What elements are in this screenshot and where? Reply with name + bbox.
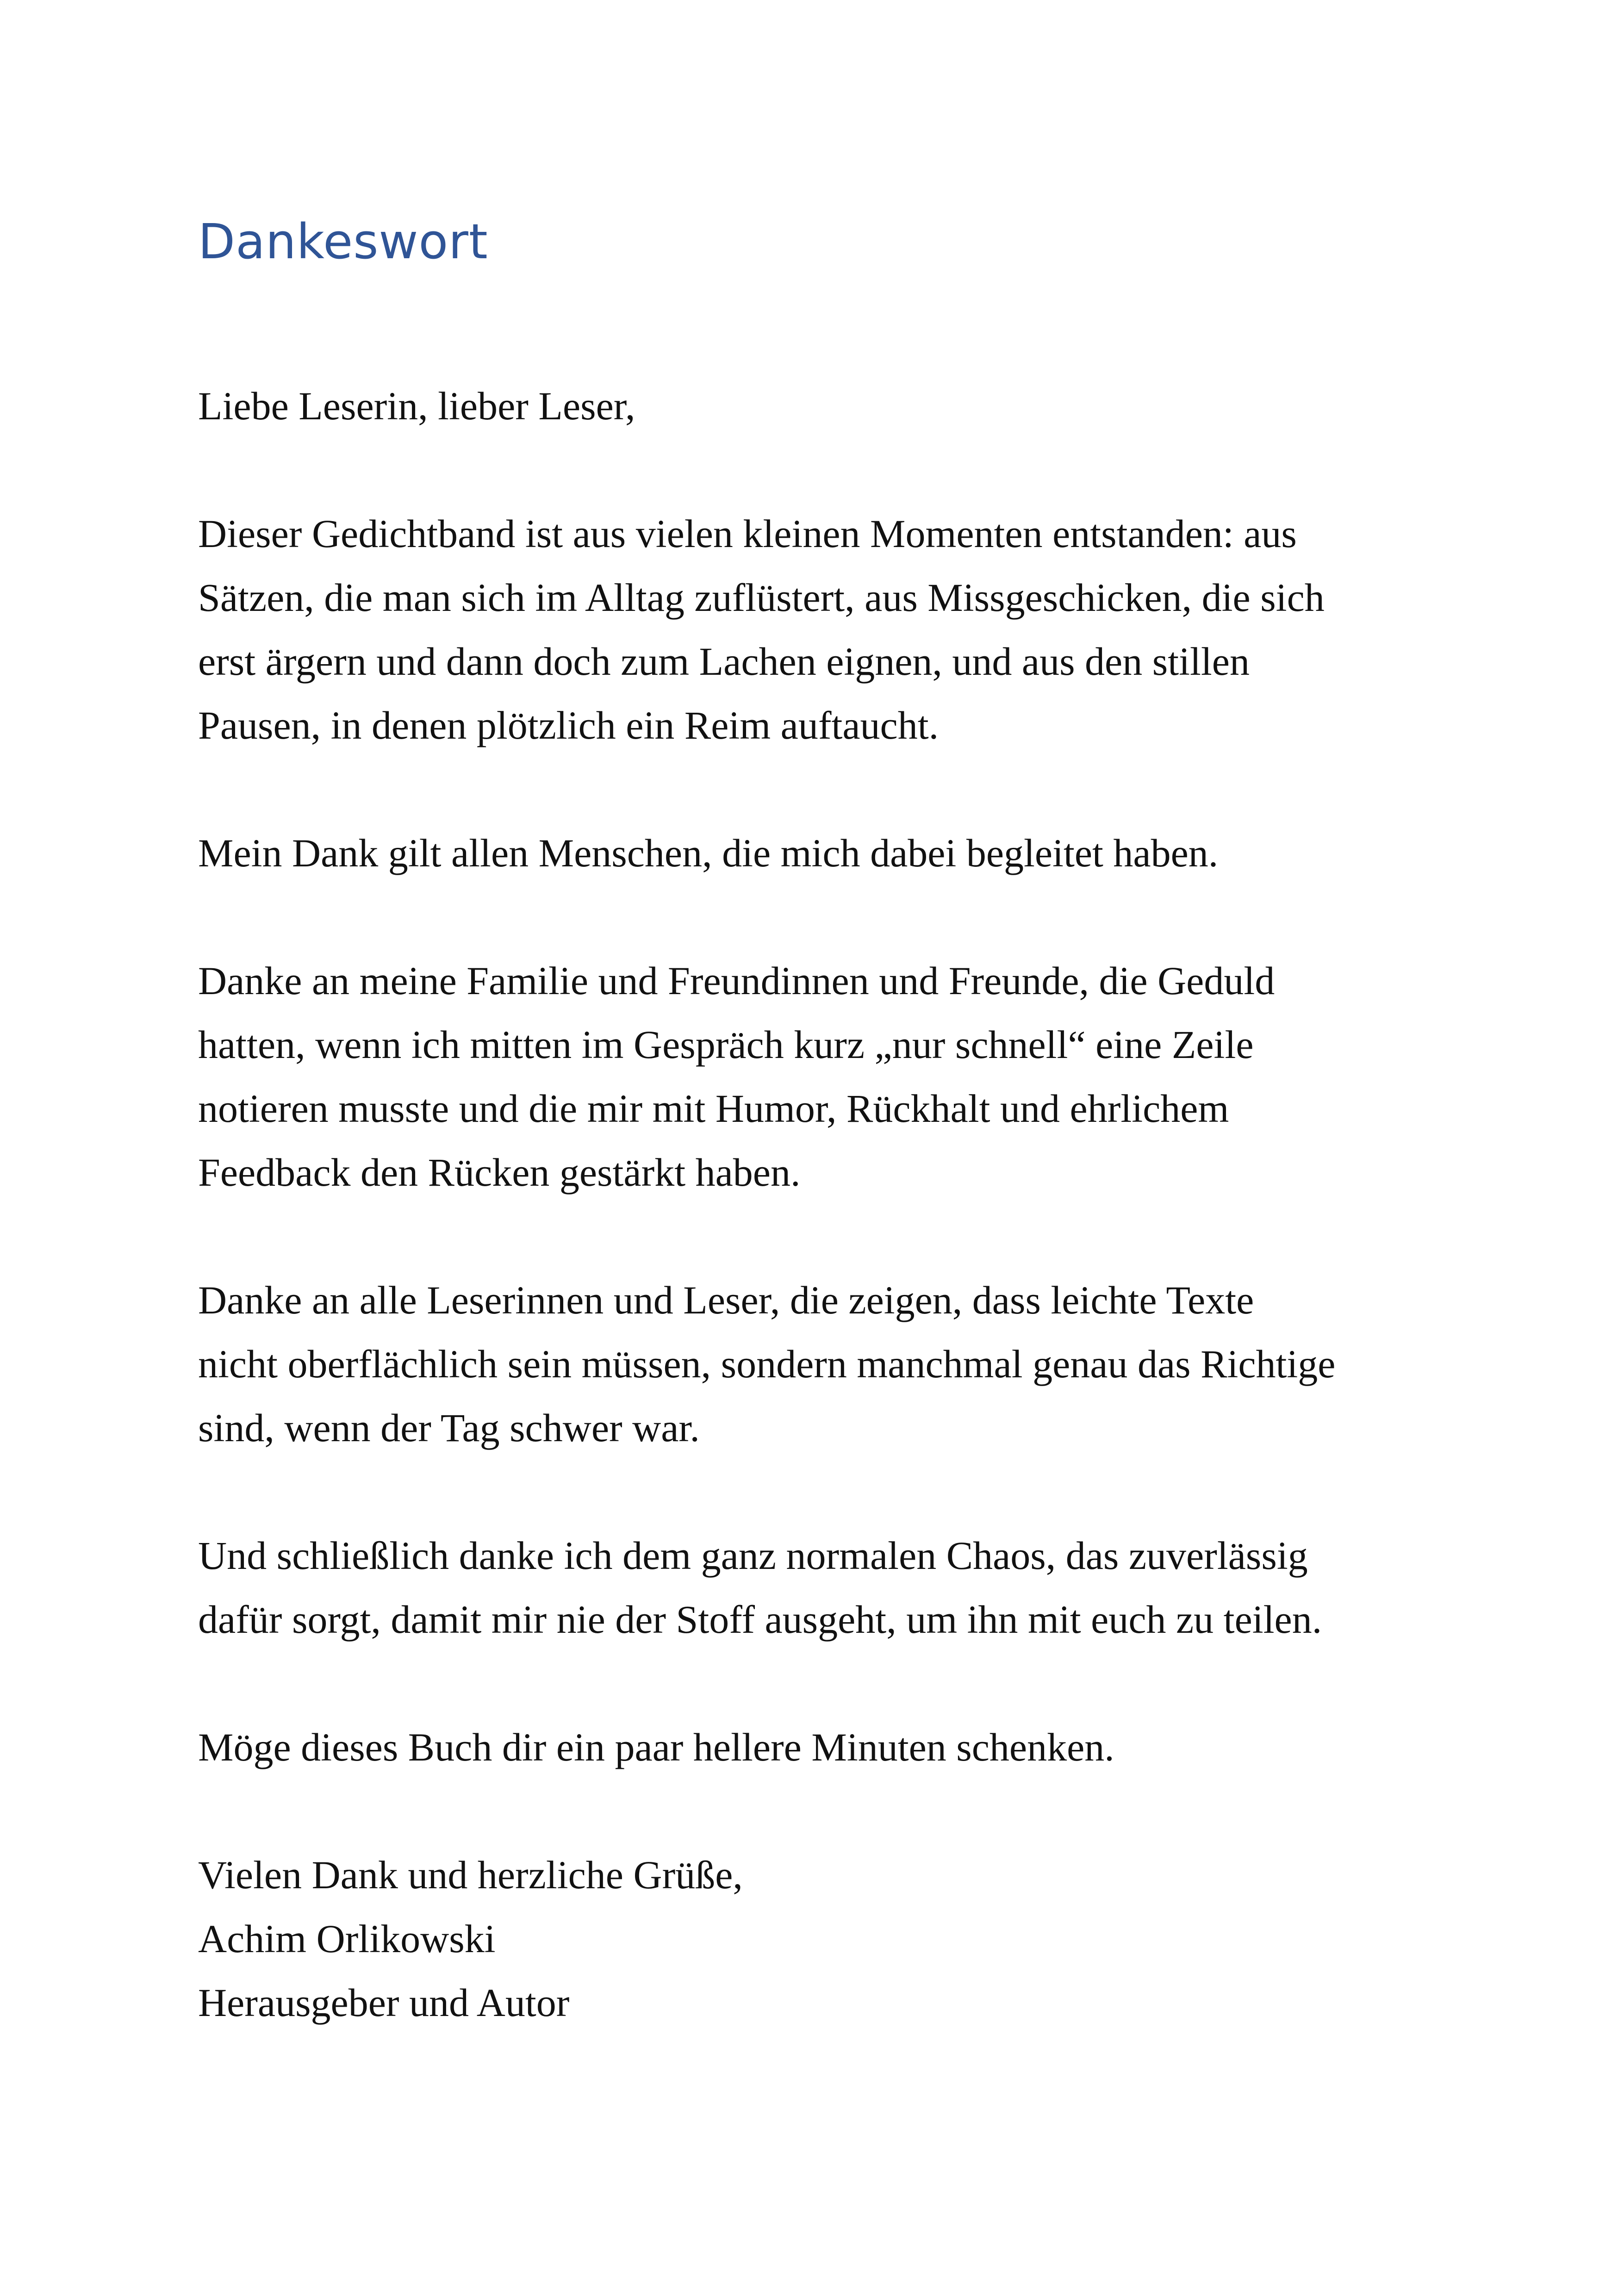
author-name: Achim Orlikowski	[198, 1916, 496, 1961]
paragraph-thanks-intro	[198, 821, 1448, 885]
paragraph-thanks-readers	[198, 1268, 1448, 1460]
text-line: Danke an meine Familie und Freundinnen und Freunde, die Geduld	[198, 958, 1275, 1003]
text-line: Dieser Gedichtband ist aus vielen kleinen Momenten entstanden: aus	[198, 511, 1297, 556]
text-line: hatten, wenn ich mitten im Gespräch kurz „nur schnell“ eine Zeile	[198, 1022, 1254, 1067]
author-role: Herausgeber und Autor	[198, 1980, 570, 2025]
text-line: Danke an alle Leserinnen und Leser, die zeigen, dass leichte Texte	[198, 1278, 1254, 1322]
signature-block	[198, 1843, 1448, 2035]
text-line: Pausen, in denen plötzlich ein Reim auftaucht.	[198, 703, 939, 747]
paragraph-origin	[198, 502, 1448, 757]
paragraph-thanks-family	[198, 949, 1448, 1204]
closing-greeting: Vielen Dank und herzliche Grüße,	[198, 1853, 743, 1897]
text-line: notieren musste und die mir mit Humor, Rückhalt und ehrlichem	[198, 1086, 1229, 1131]
text-line: Möge dieses Buch dir ein paar hellere Minuten schenken.	[198, 1725, 1114, 1769]
paragraph-wish	[198, 1715, 1448, 1779]
salutation	[198, 374, 1448, 438]
text-line: erst ärgern und dann doch zum Lachen eignen, und aus den stillen	[198, 639, 1250, 684]
text-line: sind, wenn der Tag schwer war.	[198, 1406, 700, 1450]
text-line: Und schließlich danke ich dem ganz normalen Chaos, das zuverlässig	[198, 1533, 1308, 1578]
text-line: Mein Dank gilt allen Menschen, die mich dabei begleitet haben.	[198, 831, 1219, 875]
text-line: dafür sorgt, damit mir nie der Stoff ausgeht, um ihn mit euch zu teilen.	[198, 1597, 1322, 1642]
page-title: Dankeswort	[198, 213, 488, 270]
text-line: Sätzen, die man sich im Alltag zuflüstert, aus Missgeschicken, die sich	[198, 575, 1325, 620]
salutation-line: Liebe Leserin, lieber Leser,	[198, 384, 635, 428]
paragraph-thanks-chaos	[198, 1524, 1448, 1651]
document-body	[198, 374, 1448, 2035]
text-line: Feedback den Rücken gestärkt haben.	[198, 1150, 801, 1195]
text-line: nicht oberflächlich sein müssen, sondern manchmal genau das Richtige	[198, 1342, 1336, 1386]
